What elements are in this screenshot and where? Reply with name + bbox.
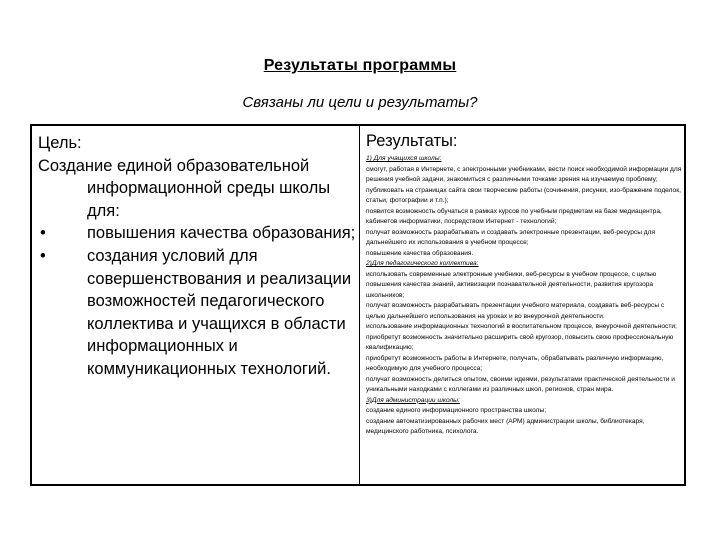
bullet-icon: • (40, 224, 46, 243)
results-section-heading: 2)Для педагогического коллектива: (366, 260, 479, 267)
results-item: получат возможность разрабатывать и создавать электронные презентации, веб-ресурсы для дальнейшего их использования в учебном процессе; (366, 228, 656, 246)
results-item: приобретут возможность значительно расширить свой кругозор, повысить свою профессиональную квалификацию; (366, 333, 674, 351)
results-item: появится возможность обучаться в рамках курсов по учебным предметам на базе медиацентра, кабинетов информатики, посредством Интернет - технологий; (366, 207, 662, 225)
goal-line-1: Создание единой образовательной (38, 156, 310, 175)
goal-bullet-item (38, 245, 358, 381)
results-section-heading: 1) Для учащихся школы: (366, 155, 442, 162)
goal-bullet-item (38, 222, 358, 245)
goal-line-2: информационной среды школы для: (87, 179, 331, 220)
results-section-heading: 3)Для администрации школы: (366, 396, 460, 404)
page-title: Результаты программы (263, 57, 457, 74)
goal-bullet-text: создания условий для совершенствования и реализации возможностей педагогического коллектива и учащихся в области информационных и коммуникационных технологий. (87, 246, 352, 378)
results-item: использование информационных технологий в воспитательном процессе, внеурочной деятельности; (366, 323, 677, 330)
results-column (366, 130, 682, 438)
results-item: получат возможность разрабатывать презентации учебного материала, создавать веб-ресурсы с целью дальнейшего использования на уроках и во внеурочной деятельности. (366, 302, 665, 320)
results-item: получат возможность делиться опытом, своими идеями, результатами практической деятельности и уникальными находками с коллегами из различных школ, регионов, стран мира. (366, 375, 675, 393)
goal-bullet-text: повышения качества образования; (87, 224, 356, 243)
results-item: приобретут возможность работы в Интернете, получать, обрабатывать различную информацию, необходимую для учебного процесса; (366, 354, 664, 372)
goal-bullet-list (38, 222, 358, 380)
bullet-icon: • (40, 246, 46, 265)
goal-column (38, 132, 358, 381)
results-item: публиковать на страницах сайта свои творческие работы (сочинения, рисунки, изо-бражение поделок, статьи, фотографии и т.п.); (366, 186, 681, 204)
column-divider (359, 124, 360, 486)
page-subtitle: Связаны ли цели и результаты? (242, 94, 478, 111)
results-item: повышение качества образования. (366, 249, 474, 257)
results-heading: Результаты: (366, 132, 458, 150)
results-item: использовать современные электронные учебники, веб-ресурсы в учебном процессе, с целью повышения качества знаний, активизации познавательной деятельности, развития кругозора школьников; (366, 270, 657, 299)
results-item: смогут, работая в Интернете, с электронными учебниками, вести поиск необходимой информации для решения учебной задачи, знакомиться с различными точками зрения на изучаемую проблему; (366, 165, 682, 183)
goal-heading: Цель: (38, 134, 82, 152)
results-item: создание единого информационного пространства школы; (366, 407, 547, 414)
results-item: создание автоматизированных рабочих мест (АРМ) администрации школы, библиотекаря, медицинского работника, психолога. (366, 417, 645, 435)
